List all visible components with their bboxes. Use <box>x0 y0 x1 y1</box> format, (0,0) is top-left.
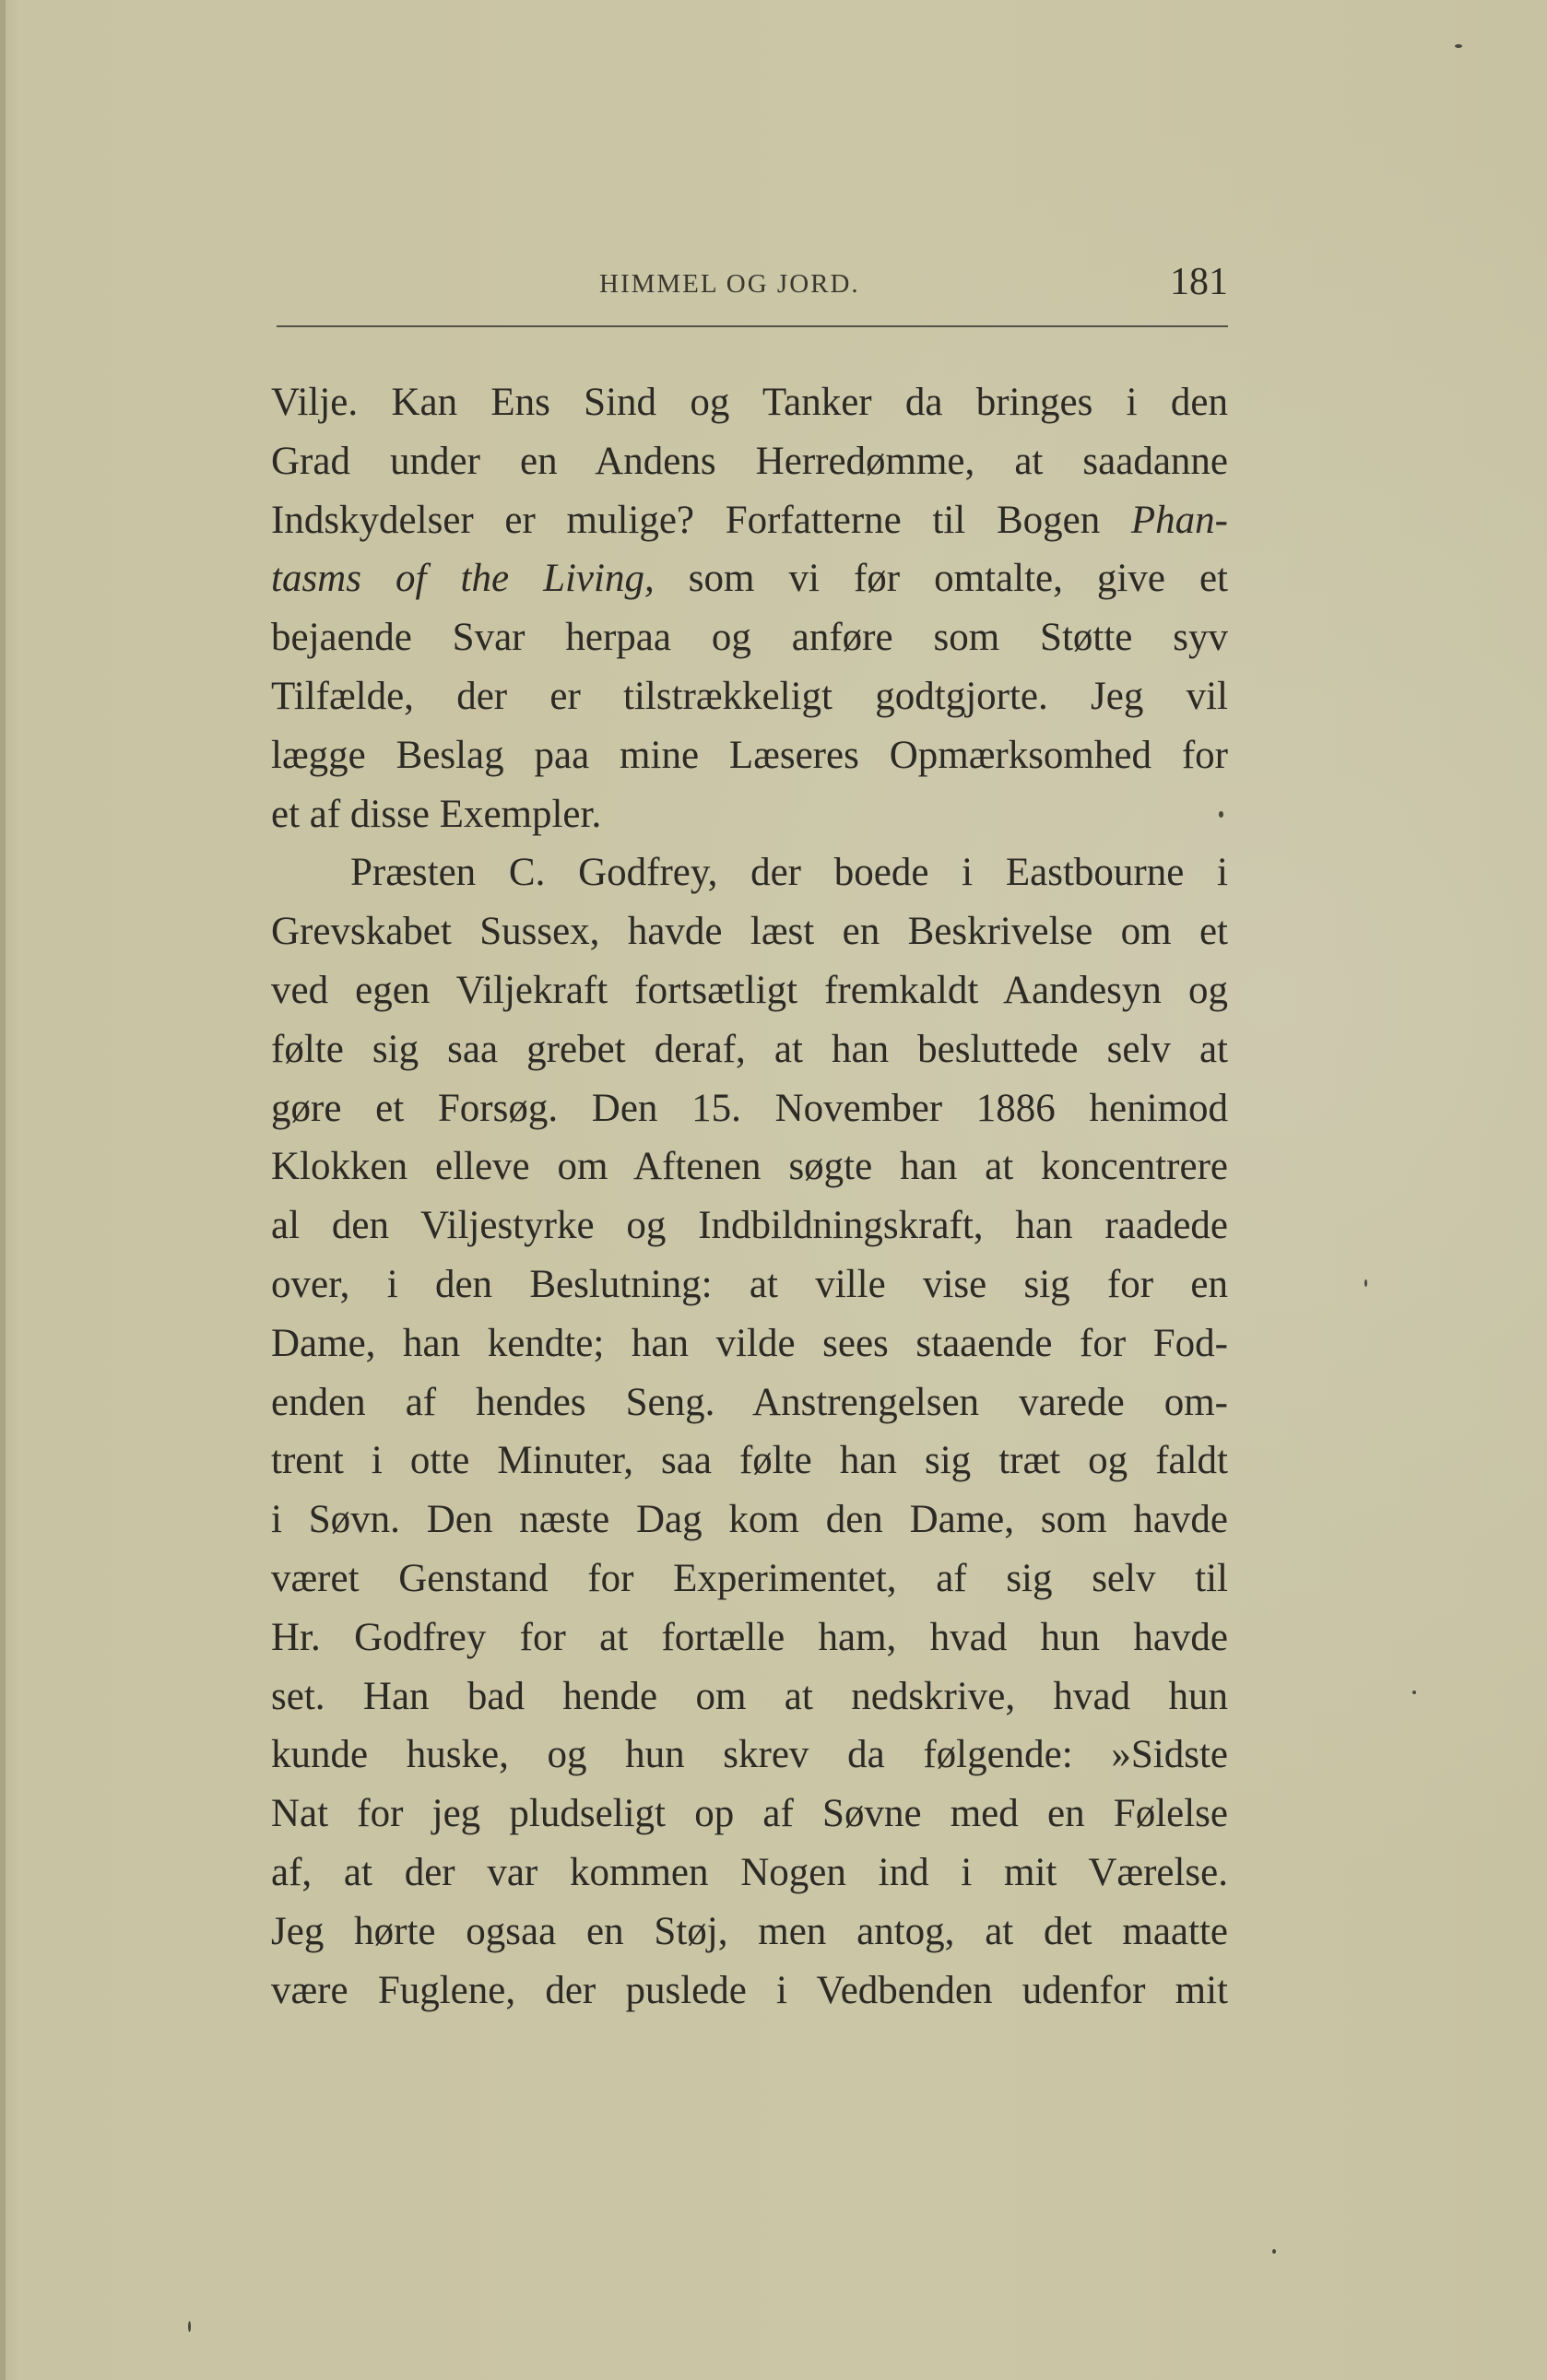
text-line-6: Tilfælde, der er tilstrækkeligt godtgjorte. Jeg vil <box>271 674 1228 718</box>
text-line-15: al den Viljestyrke og Indbildningskraft, han raadede <box>271 1204 1228 1248</box>
text-line-24: kunde huske, og hun skrev da følgende: »Sidste <box>271 1733 1228 1777</box>
text-line-20: i Søvn. Den næste Dag kom den Dame, som havde <box>271 1498 1228 1542</box>
text-line-26: af, at der var kommen Nogen ind i mit Værelse. <box>271 1850 1228 1894</box>
paper-speck <box>1364 1279 1367 1287</box>
paper-speck <box>1219 811 1223 818</box>
text-line-3-roman: Indskydelser er mulige? Forfatterne til Bogen <box>271 498 1101 542</box>
text-line-7: lægge Beslag paa mine Læseres Opmærksomhed for <box>271 733 1228 777</box>
body-text <box>271 373 1228 2020</box>
text-line-4-roman: som vi før omtalte, give et <box>688 557 1229 601</box>
text-line-12: følte sig saa grebet deraf, at han besluttede selv at <box>271 1027 1228 1071</box>
text-line-23: set. Han bad hende om at nedskrive, hvad hun <box>271 1674 1228 1718</box>
paper-speck <box>1455 44 1462 48</box>
page-header <box>277 258 1228 313</box>
text-line-11: ved egen Viljekraft fortsætligt fremkaldt Aandesyn og <box>271 968 1228 1012</box>
text-line-25: Nat for jeg pludseligt op af Søvne med en Følelse <box>271 1792 1228 1836</box>
text-line-14: Klokken elleve om Aftenen søgte han at koncentrere <box>271 1145 1228 1189</box>
text-line-21: været Genstand for Experimentet, af sig selv til <box>271 1556 1228 1600</box>
header-rule <box>277 325 1228 327</box>
text-line-9: Præsten C. Godfrey, der boede i Eastbourne i <box>350 851 1228 895</box>
text-line-2: Grad under en Andens Herredømme, at saadanne <box>271 439 1228 483</box>
paper-speck <box>188 2321 191 2332</box>
page-number: 181 <box>1170 261 1228 303</box>
text-line-1: Vilje. Kan Ens Sind og Tanker da bringes i den <box>271 381 1228 424</box>
text-line-17: Dame, han kendte; han vilde sees staaende for Fod- <box>271 1321 1228 1365</box>
text-line-16: over, i den Beslutning: at ville vise sig for en <box>271 1262 1228 1306</box>
text-line-8: et af disse Exempler. <box>271 792 602 836</box>
paper-speck <box>1272 2249 1276 2254</box>
paper-speck <box>1412 1691 1416 1694</box>
text-line-27: Jeg hørte ogsaa en Støj, men antog, at det maatte <box>271 1909 1228 1953</box>
text-line-3 <box>271 491 1228 550</box>
page-edge-shadow <box>0 0 6 2380</box>
text-line-5: bejaende Svar herpaa og anføre som Støtte syv <box>271 616 1228 660</box>
text-line-18: enden af hendes Seng. Anstrengelsen varede om- <box>271 1380 1228 1424</box>
text-line-10: Grevskabet Sussex, havde læst en Beskrivelse om et <box>271 910 1228 954</box>
book-title-part-1: Phan- <box>1130 498 1228 542</box>
text-line-4 <box>271 549 1228 608</box>
book-title-part-2: tasms of the Living, <box>271 557 655 601</box>
text-line-13: gøre et Forsøg. Den 15. November 1886 henimod <box>271 1086 1228 1130</box>
text-line-19: trent i otte Minuter, saa følte han sig træt og faldt <box>271 1439 1228 1483</box>
text-line-28: være Fuglene, der puslede i Vedbenden udenfor mit <box>271 1968 1228 2012</box>
text-line-22: Hr. Godfrey for at fortælle ham, hvad hun havde <box>271 1615 1228 1659</box>
running-title: HIMMEL OG JORD. <box>599 269 860 299</box>
